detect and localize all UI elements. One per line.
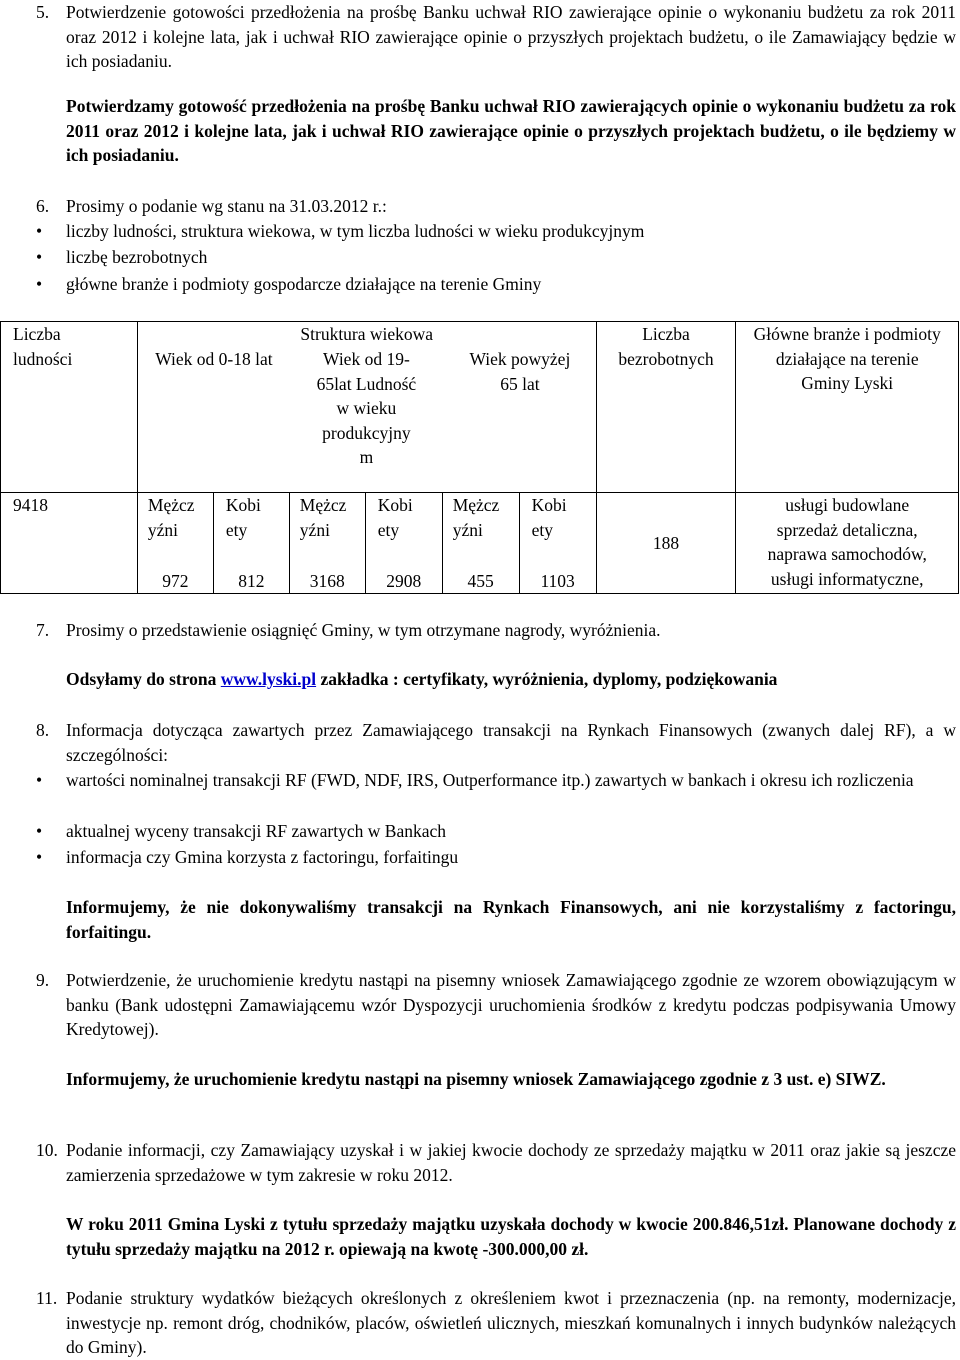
population-table	[0, 321, 959, 594]
item-7-answer: Odsyłamy do strona www.lyski.pl zakładka : certyfikaty, wyróżnienia, dyplomy, podziękowania	[66, 669, 778, 689]
item-8-number: 8.	[36, 720, 50, 740]
age1-men: Mężcz yźni 972	[137, 493, 213, 594]
header-unemployed: Liczba bezrobotnych	[596, 322, 736, 493]
item-10-answer: W roku 2011 Gmina Lyski z tytułu sprzedaży majątku uzyskała dochody w kwocie 200.846,51zł. Planowane dochody z tytułu sprzedaży majątku na 2012 r. opiewają na kwotę -300.000,00 zł.	[66, 1214, 956, 1259]
header-age-65plus: Wiek powyżej 65 lat	[469, 349, 571, 394]
header-age-19-65: Wiek od 19-65lat Ludność w wieku produkcyjny m	[316, 349, 417, 467]
age3-women: Kobi ety 1103	[519, 493, 596, 594]
unemployed-value: 188	[596, 493, 736, 594]
header-branches: Główne branże i podmioty działające na terenie Gminy Lyski	[736, 322, 959, 493]
age2-women: Kobi ety 2908	[365, 493, 442, 594]
bullet-item: • wartości nominalnej transakcji RF (FWD, NDF, IRS, Outperformance itp.) zawartych w bankach i okresu ich rozliczenia	[36, 770, 914, 790]
item-9-answer: Informujemy, że uruchomienie kredytu nastąpi na pisemny wniosek Zamawiającego zgodnie z 3 ust. e) SIWZ.	[66, 1069, 886, 1089]
header-population: Liczba ludności	[1, 322, 138, 493]
item-10-question: Podanie informacji, czy Zamawiający uzyskał i w jakiej kwocie dochody ze sprzedaży majątku w 2011 oraz jakie są jeszcze zamierzenia sprzedażowe w tym zakresie w roku 2012.	[66, 1140, 956, 1185]
lyski-website-link[interactable]: www.lyski.pl	[220, 669, 317, 689]
header-structure: Struktura wiekowa Wiek od 0-18 lat Wiek od 19-65lat Ludność w wieku produkcyjny m Wiek powyżej 65 lat	[137, 322, 596, 493]
population-value: 9418	[1, 493, 138, 594]
item-5-answer: Potwierdzamy gotowość przedłożenia na prośbę Banku uchwał RIO zawierających opinie o wykonaniu budżetu za rok 2011 oraz 2012 i kolejne lata, jak i uchwał RIO zawierające opinie o przyszłych projektach budżetu, o ile będziemy w ich posiadaniu.	[66, 96, 956, 165]
age1-women: Kobi ety 812	[213, 493, 289, 594]
item-9-number: 9.	[36, 970, 50, 990]
branches-list: usługi budowlane sprzedaż detaliczna, naprawa samochodów, usługi informatyczne,	[736, 493, 959, 594]
item-5-question: Potwierdzenie gotowości przedłożenia na prośbę Banku uchwał RIO zawierające opinie o wykonaniu budżetu za rok 2011 oraz 2012 i kolejne lata, jak i uchwał RIO zawierające opinie o przyszłych projektach budżetu, o ile Zamawiający będzie w ich posiadaniu.	[66, 2, 956, 71]
header-age-0-18: Wiek od 0-18 lat	[155, 349, 273, 369]
item-7-question: Prosimy o przedstawienie osiągnięć Gminy, w tym otrzymane nagrody, wyróżnienia.	[66, 620, 661, 640]
item-6-number: 6.	[36, 196, 50, 216]
item-6-question: Prosimy o podanie wg stanu na 31.03.2012 r.:	[66, 196, 387, 216]
item-9-question: Potwierdzenie, że uruchomienie kredytu nastąpi na pisemny wniosek Zamawiającego zgodnie ze wzorem obowiązującym w banku (Bank udostępni Zamawiającemu wzór Dyspozycji uruchomienia środków z kredytu podczas podpisywania Umowy Kredytowej).	[66, 970, 956, 1039]
item-8-question: Informacja dotycząca zawartych przez Zamawiającego transakcji na Rynkach Finansowych (zwanych dalej RF), a w szczególności:	[66, 720, 956, 765]
item-8-answer: Informujemy, że nie dokonywaliśmy transakcji na Rynkach Finansowych, ani nie korzystaliśmy z factoringu, forfaitingu.	[66, 897, 956, 942]
item-10-number: 10.	[36, 1140, 58, 1160]
item-11-question: Podanie struktury wydatków bieżących określonych z określeniem kwot i przeznaczenia (np. na remonty, modernizacje, inwestycje np. remont dróg, chodników, placów, oświetleń ulicznych, mieszkań komunalnych i innych budynków należących do Gminy).	[66, 1288, 956, 1357]
item-5-number: 5.	[36, 2, 50, 22]
item-11-number: 11.	[36, 1288, 58, 1308]
item-7-number: 7.	[36, 620, 50, 640]
age3-men: Mężcz yźni 455	[442, 493, 519, 594]
age2-men: Mężcz yźni 3168	[289, 493, 365, 594]
